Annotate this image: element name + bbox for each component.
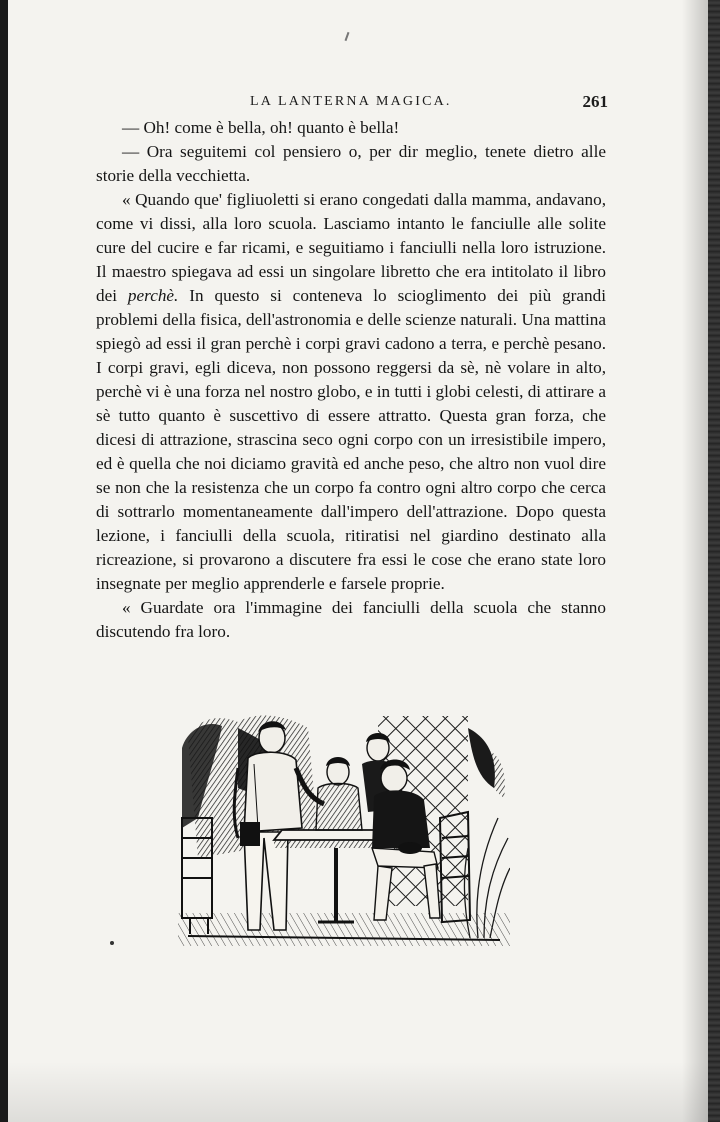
- page-header: [108, 92, 608, 118]
- paragraph-4: « Guardate ora l'immagine dei fanciulli della scuola che stanno discutendo fra loro.: [96, 598, 606, 641]
- ink-mark: [345, 32, 350, 41]
- book-fore-edge: [708, 0, 720, 1122]
- emphasis-perche: perchè.: [127, 286, 179, 305]
- engraving-schoolboys-discussing-icon: [178, 708, 510, 946]
- page-number: 261: [582, 92, 608, 111]
- paragraph-1: — Oh! come è bella, oh! quanto è bella!: [122, 118, 400, 137]
- book-page: [8, 0, 708, 1122]
- paragraph-2: — Ora seguitemi col pensiero o, per dir meglio, tenete dietro alle storie della vecchietta.: [96, 142, 606, 185]
- paragraph-3-start: « Quando que' figliuoletti si erano congedati dalla mamma, andavano, come vi dissi, alla loro scuola. Lasciamo intanto le fanciulle alle solite cure del cucire e far ricami, e seguitiamo i fanciulli nella loro istruzione. Il maestro spiegava ad essi un singolare libretto che era intitolato il libro dei: [96, 190, 606, 305]
- paragraph-3-rest: In questo si conteneva lo scioglimento dei più grandi problemi della fisica, dell'astronomia e delle scienze naturali. Una mattina spiegò ad essi il gran perchè i corpi gravi cadono a terra, e perchè pesano. I corpi gravi, egli diceva, non possono reggersi da sè, nè volare in alto, perchè vi è una forza nel nostro globo, e in tutti i globi celesti, di attirare a sè tutto quanto è suscettivo di essere attratto. Questa gran forza, che dicesi di attrazione, strascina seco ogni corpo con un irresistibile impero, ed è quella che noi diciamo gravità ed anche peso, che altro non vuol dire se non che la resistenza che un corpo fa contro ogni altro corpo che cerca di sottrarlo momentaneamente dall'impero dell'attrazione. Dopo questa lezione, i fanciulli della scuola, ritiratisi nel giardino destinato alla ricreazione, si provarono a discutere fra essi le cose che erano state loro insegnate per meglio apprenderle e farsele proprie.: [96, 286, 606, 593]
- ink-dot: [110, 941, 114, 945]
- running-title: LA LANTERNA MAGICA.: [250, 94, 452, 109]
- paragraph-3: [96, 188, 606, 596]
- body-text: [96, 116, 606, 644]
